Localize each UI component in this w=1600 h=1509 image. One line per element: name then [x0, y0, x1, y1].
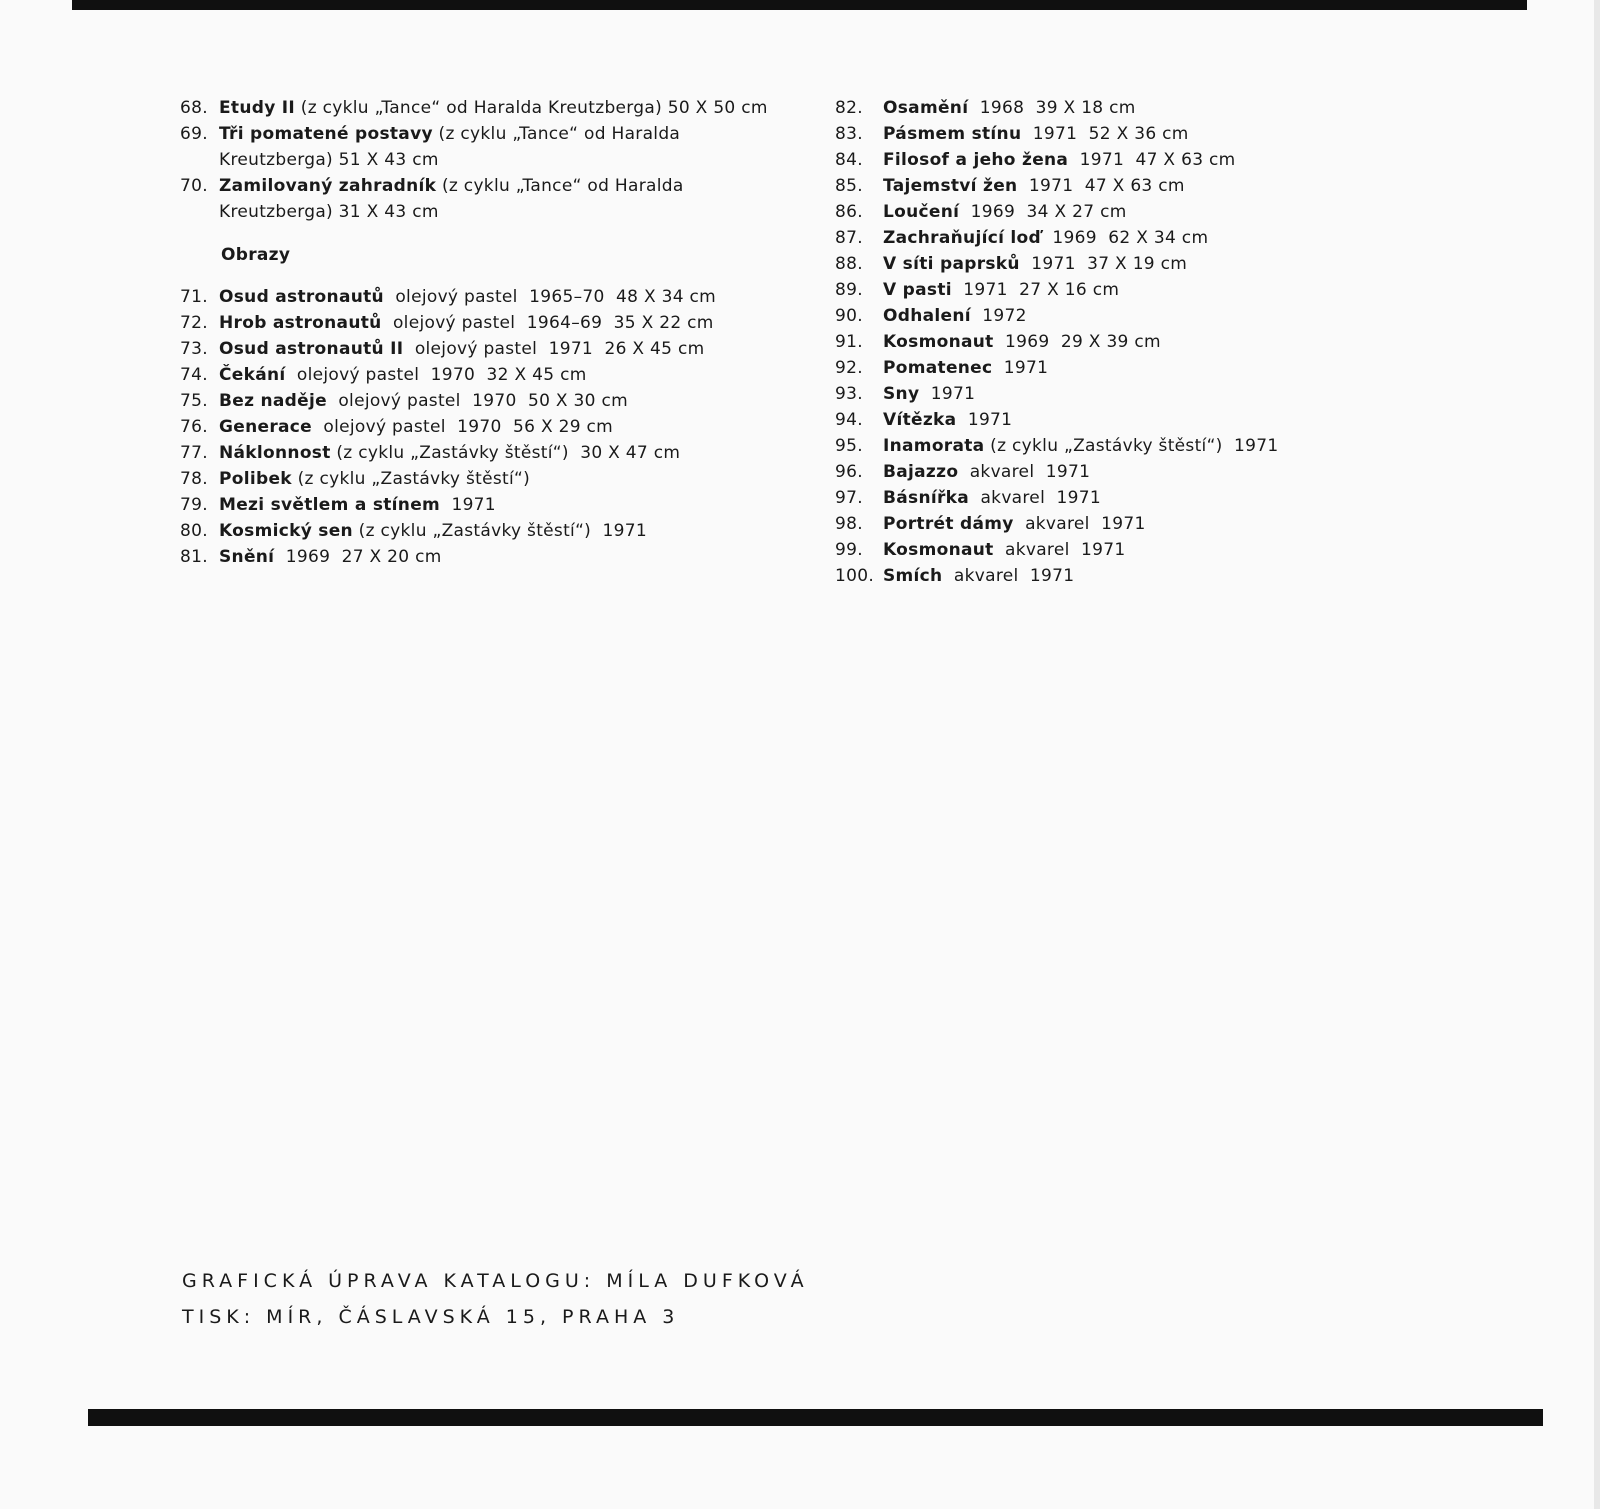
- entry-number: 93.: [835, 384, 863, 404]
- catalog-entry: [180, 414, 790, 440]
- entry-text: [883, 121, 1355, 147]
- entry-title: Osud astronautů: [219, 287, 384, 307]
- entry-text: [883, 251, 1355, 277]
- entry-number: 78.: [180, 469, 208, 489]
- entry-number: 71.: [180, 287, 208, 307]
- entry-details: akvarel 1971: [993, 540, 1126, 560]
- catalog-entry: [835, 225, 1355, 251]
- entry-details: olejový pastel 1965–70 48 X 34 cm: [383, 287, 717, 307]
- entry-details: 1971: [992, 358, 1049, 378]
- entry-details: olejový pastel 1970 32 X 45 cm: [285, 365, 587, 385]
- catalog-entry: [835, 251, 1355, 277]
- entry-title: Odhalení: [883, 306, 971, 326]
- entry-title: Portrét dámy: [883, 514, 1014, 534]
- entry-number: 70.: [180, 176, 208, 196]
- catalog-entry: [180, 492, 790, 518]
- entry-title: Tajemství žen: [883, 176, 1018, 196]
- entry-text: [883, 563, 1355, 589]
- entry-details: (z cyklu „Tance“ od Haralda Kreutzberga) 51 X 43 cm: [219, 124, 686, 170]
- entry-text: [219, 362, 790, 388]
- catalog-entry: [835, 95, 1355, 121]
- entry-details: 1971: [956, 410, 1013, 430]
- entry-text: [883, 225, 1355, 251]
- entry-title: Loučení: [883, 202, 960, 222]
- catalog-entry: [835, 199, 1355, 225]
- catalog-entry: [835, 563, 1355, 589]
- entry-number: 87.: [835, 228, 863, 248]
- catalog-entry: [835, 407, 1355, 433]
- catalog-entry: [835, 329, 1355, 355]
- entry-details: 1971: [919, 384, 976, 404]
- entry-text: [883, 433, 1355, 459]
- entry-title: Hrob astronautů: [219, 313, 382, 333]
- entry-title: Zachraňující loď: [883, 228, 1041, 248]
- entry-number: 86.: [835, 202, 863, 222]
- entry-text: [219, 121, 790, 173]
- entry-details: 1969 29 X 39 cm: [993, 332, 1161, 352]
- entry-details: akvarel 1971: [969, 488, 1101, 508]
- entry-details: (z cyklu „Zastávky štěstí“) 1971: [984, 436, 1279, 456]
- catalog-entry: [835, 277, 1355, 303]
- entry-details: 1971 52 X 36 cm: [1021, 124, 1189, 144]
- entry-number: 81.: [180, 547, 208, 567]
- entry-title: V síti paprsků: [883, 254, 1020, 274]
- entry-number: 79.: [180, 495, 208, 515]
- catalog-list-paintings-continued: [835, 95, 1355, 589]
- entry-number: 77.: [180, 443, 208, 463]
- entry-number: 73.: [180, 339, 208, 359]
- entry-details: 1971 27 X 16 cm: [951, 280, 1120, 300]
- entry-text: [883, 485, 1355, 511]
- entry-number: 96.: [835, 462, 863, 482]
- entry-number: 95.: [835, 436, 863, 456]
- entry-details: olejový pastel 1970 56 X 29 cm: [311, 417, 614, 437]
- print-credit: TISK: MÍR, ČÁSLAVSKÁ 15, PRAHA 3: [182, 1306, 680, 1328]
- entry-text: [219, 466, 790, 492]
- entry-number: 84.: [835, 150, 863, 170]
- entry-title: Zamilovaný zahradník: [219, 176, 437, 196]
- entry-text: [883, 511, 1355, 537]
- catalog-entry: [180, 95, 790, 121]
- entry-title: Osud astronautů II: [219, 339, 404, 359]
- entry-text: [883, 303, 1355, 329]
- entry-text: [219, 544, 790, 570]
- entry-details: akvarel 1971: [942, 566, 1075, 586]
- catalog-entry: [835, 355, 1355, 381]
- entry-title: Tři pomatené postavy: [219, 124, 433, 144]
- entry-details: 1971: [440, 495, 496, 515]
- entry-details: (z cyklu „Tance“ od Haralda Kreutzberga) 50 X 50 cm: [295, 98, 768, 118]
- entry-text: [883, 95, 1355, 121]
- entry-title: Básnířka: [883, 488, 970, 508]
- entry-number: 91.: [835, 332, 863, 352]
- catalog-entry: [835, 173, 1355, 199]
- catalog-entry: [180, 336, 790, 362]
- catalog-list-drawings: [180, 95, 790, 225]
- entry-details: 1971 47 X 63 cm: [1017, 176, 1185, 196]
- entry-title: Pásmem stínu: [883, 124, 1022, 144]
- entry-number: 80.: [180, 521, 208, 541]
- entry-details: (z cyklu „Zastávky štěstí“): [291, 469, 531, 489]
- entry-title: Pomatenec: [883, 358, 993, 378]
- entry-text: [883, 355, 1355, 381]
- catalog-entry: [180, 388, 790, 414]
- entry-details: olejový pastel 1971 26 X 45 cm: [403, 339, 705, 359]
- entry-number: 97.: [835, 488, 863, 508]
- entry-title: Inamorata: [883, 436, 985, 456]
- catalog-entry: [835, 537, 1355, 563]
- entry-number: 82.: [835, 98, 863, 118]
- catalog-entry: [180, 284, 790, 310]
- catalog-entry: [180, 466, 790, 492]
- entry-number: 75.: [180, 391, 208, 411]
- catalog-entry: [180, 310, 790, 336]
- entry-title: Kosmický sen: [219, 521, 353, 541]
- entry-details: 1969 62 X 34 cm: [1041, 228, 1209, 248]
- entry-text: [219, 518, 790, 544]
- entry-title: Náklonnost: [219, 443, 331, 463]
- entry-details: olejový pastel 1964–69 35 X 22 cm: [381, 313, 714, 333]
- entry-text: [883, 381, 1355, 407]
- catalog-entry: [180, 440, 790, 466]
- entry-number: 83.: [835, 124, 863, 144]
- entry-text: [883, 537, 1355, 563]
- entry-title: Polibek: [219, 469, 292, 489]
- catalog-right-column: [835, 95, 1355, 589]
- entry-text: [883, 199, 1355, 225]
- entry-number: 74.: [180, 365, 208, 385]
- entry-title: Čekání: [219, 365, 286, 385]
- entry-number: 72.: [180, 313, 208, 333]
- catalog-entry: [835, 381, 1355, 407]
- entry-details: (z cyklu „Zastávky štěstí“) 1971: [352, 521, 647, 541]
- catalog-entry: [835, 147, 1355, 173]
- entry-number: 89.: [835, 280, 863, 300]
- catalog-entry: [835, 459, 1355, 485]
- entry-details: 1971 47 X 63 cm: [1068, 150, 1236, 170]
- entry-title: Kosmonaut: [883, 540, 994, 560]
- entry-details: akvarel 1971: [958, 462, 1091, 482]
- entry-number: 68.: [180, 98, 208, 118]
- entry-number: 88.: [835, 254, 863, 274]
- entry-details: 1968 39 X 18 cm: [968, 98, 1136, 118]
- entry-number: 94.: [835, 410, 863, 430]
- entry-text: [219, 440, 790, 466]
- entry-details: (z cyklu „Tance“ od Haralda Kreutzberga) 31 X 43 cm: [219, 176, 690, 222]
- catalog-left-column: [180, 95, 790, 570]
- entry-text: [883, 407, 1355, 433]
- entry-text: [219, 336, 790, 362]
- entry-text: [883, 147, 1355, 173]
- catalog-list-paintings: [180, 284, 790, 570]
- catalog-entry: [180, 173, 790, 225]
- entry-text: [883, 173, 1355, 199]
- entry-title: Vítězka: [883, 410, 957, 430]
- catalog-entry: [835, 303, 1355, 329]
- bottom-rule: [88, 1409, 1543, 1426]
- catalog-entry: [835, 433, 1355, 459]
- catalog-entry: [835, 485, 1355, 511]
- catalog-entry: [180, 362, 790, 388]
- catalog-entry: [835, 511, 1355, 537]
- entry-details: 1969 27 X 20 cm: [274, 547, 442, 567]
- entry-number: 69.: [180, 124, 208, 144]
- entry-title: Filosof a jeho žena: [883, 150, 1069, 170]
- entry-title: Bajazzo: [883, 462, 959, 482]
- entry-text: [883, 329, 1355, 355]
- catalog-entry: [835, 121, 1355, 147]
- catalog-entry: [180, 544, 790, 570]
- catalog-entry: [180, 518, 790, 544]
- catalog-entry: [180, 121, 790, 173]
- entry-number: 98.: [835, 514, 863, 534]
- entry-title: Etudy II: [219, 98, 296, 118]
- entry-details: 1969 34 X 27 cm: [959, 202, 1127, 222]
- entry-details: (z cyklu „Zastávky štěstí“) 30 X 47 cm: [330, 443, 681, 463]
- entry-number: 76.: [180, 417, 208, 437]
- entry-number: 85.: [835, 176, 863, 196]
- entry-title: Generace: [219, 417, 312, 437]
- entry-number: 90.: [835, 306, 863, 326]
- entry-title: Smích: [883, 566, 943, 586]
- entry-text: [219, 173, 790, 225]
- entry-title: Sny: [883, 384, 920, 404]
- entry-number: 99.: [835, 540, 863, 560]
- entry-text: [219, 284, 790, 310]
- entry-details: 1971 37 X 19 cm: [1019, 254, 1188, 274]
- entry-title: Kosmonaut: [883, 332, 994, 352]
- entry-text: [883, 459, 1355, 485]
- entry-text: [219, 388, 790, 414]
- entry-text: [219, 95, 790, 121]
- design-credit: GRAFICKÁ ÚPRAVA KATALOGU: MÍLA DUFKOVÁ: [182, 1270, 809, 1292]
- entry-title: Bez naděje: [219, 391, 327, 411]
- entry-text: [219, 310, 790, 336]
- entry-number: 92.: [835, 358, 863, 378]
- entry-text: [219, 414, 790, 440]
- entry-details: 1972: [970, 306, 1027, 326]
- entry-title: Mezi světlem a stínem: [219, 495, 441, 515]
- entry-text: [219, 492, 790, 518]
- entry-title: V pasti: [883, 280, 952, 300]
- entry-title: Snění: [219, 547, 275, 567]
- entry-text: [883, 277, 1355, 303]
- page-edge: [1594, 0, 1600, 1509]
- entry-details: olejový pastel 1970 50 X 30 cm: [326, 391, 628, 411]
- top-rule: [72, 0, 1527, 10]
- entry-number: 100.: [835, 566, 875, 586]
- section-heading: Obrazy: [221, 245, 291, 265]
- entry-details: akvarel 1971: [1013, 514, 1146, 534]
- entry-title: Osamění: [883, 98, 969, 118]
